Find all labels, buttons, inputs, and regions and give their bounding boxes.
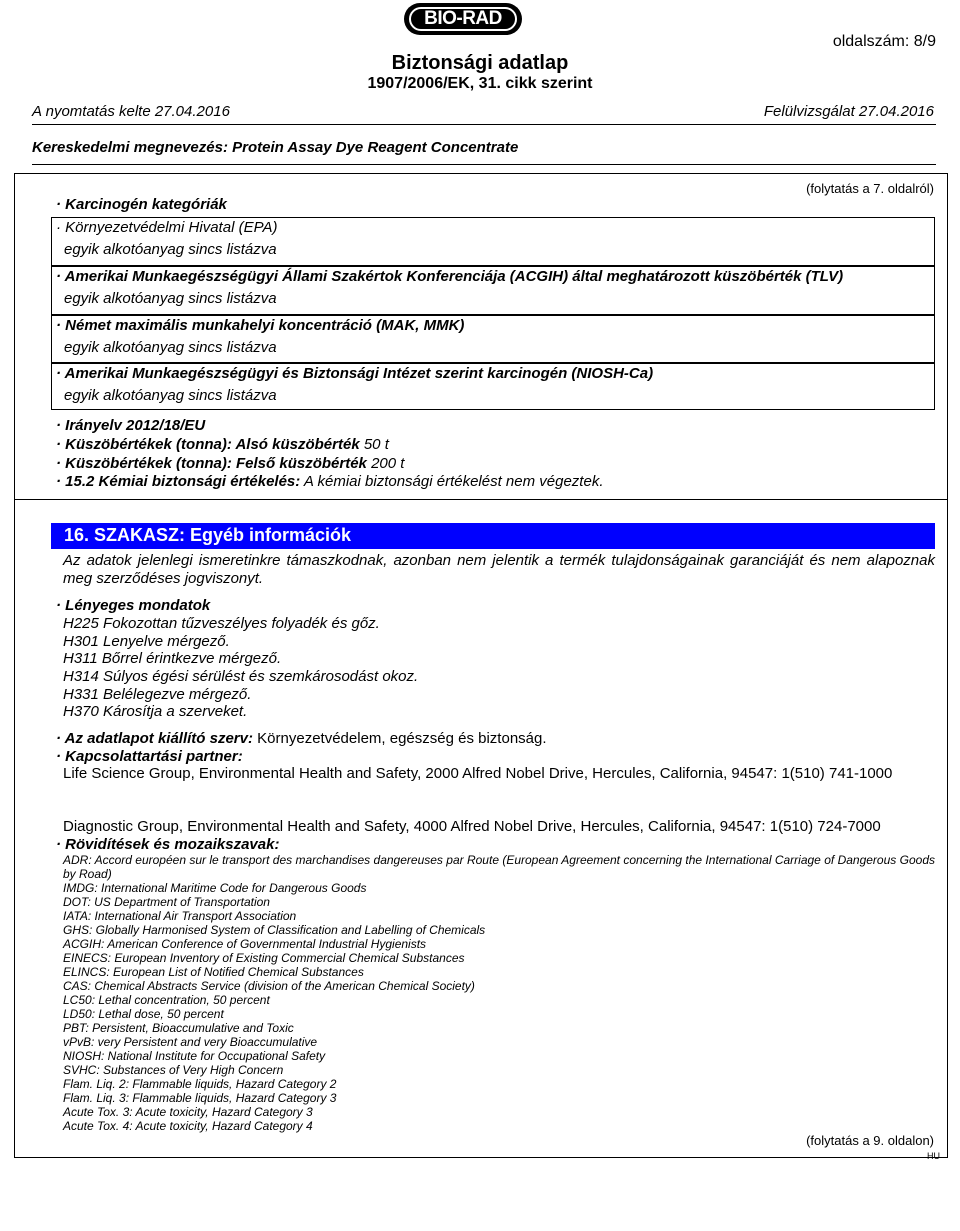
niosh-box [51, 363, 935, 410]
bio-rad-logo [404, 3, 522, 35]
abbreviation-item: vPvB: very Persistent and very Bioaccumulative [63, 1035, 318, 1049]
abbreviation-item: Flam. Liq. 3: Flammable liquids, Hazard Category 3 [63, 1091, 337, 1105]
abbreviation-item: Flam. Liq. 2: Flammable liquids, Hazard Category 2 [63, 1077, 337, 1091]
phrase-item: H314 Súlyos égési sérülést és szemkárosodást okoz. [63, 668, 419, 685]
abbreviation-item: DOT: US Department of Transportation [63, 895, 270, 909]
acgih-box [51, 266, 935, 315]
phrase-item: H331 Belélegezve mérgező. [63, 686, 252, 703]
abbreviation-item: NIOSH: National Institute for Occupational Safety [63, 1049, 326, 1063]
trade-name: Kereskedelmi megnevezés: Protein Assay Dye Reagent Concentrate [32, 139, 519, 156]
abbreviation-item: Acute Tox. 3: Acute toxicity, Hazard Category 3 [63, 1105, 313, 1119]
abbreviation-item: CAS: Chemical Abstracts Service (division of the American Chemical Society) [63, 979, 475, 993]
csa-value: A kémiai biztonsági értékelést nem végeztek. [303, 473, 604, 490]
threshold-lower [56, 436, 389, 453]
acgih-label: · Amerikai Munkaegészségügyi Állami Szakértok Konferenciája (ACGIH) által meghatározott küszöbérték (TLV) [56, 268, 844, 285]
threshold-upper-value: 200 t [371, 455, 405, 472]
contact-label: · Kapcsolattartási partner: [56, 748, 243, 765]
issuer-label: · Az adatlapot kiállító szerv: [56, 730, 253, 747]
print-date: A nyomtatás kelte 27.04.2016 [32, 103, 230, 120]
logo-text: BIO-RAD [409, 7, 517, 31]
abbreviation-item: ELINCS: European List of Notified Chemical Substances [63, 965, 364, 979]
abbreviation-item: EINECS: European Inventory of Existing Commercial Chemical Substances [63, 951, 465, 965]
section-divider [14, 499, 948, 500]
abbreviations-label: · Rövidítések és mozaikszavak: [56, 836, 280, 853]
threshold-lower-label: · Küszöbértékek (tonna): Alsó küszöbérték [56, 436, 360, 453]
continued-to: (folytatás a 9. oldalon) [806, 1133, 934, 1148]
issuer [56, 730, 547, 747]
acgih-value: egyik alkotóanyag sincs listázva [64, 290, 277, 307]
phrase-item: H311 Bőrrel érintkezve mérgező. [63, 650, 282, 667]
abbreviation-item: PBT: Persistent, Bioaccumulative and Toxic [63, 1021, 294, 1035]
phrase-item: H370 Károsítja a szerveket. [63, 703, 248, 720]
abbreviation-item: Acute Tox. 4: Acute toxicity, Hazard Category 4 [63, 1119, 313, 1133]
abbreviation-adr: ADR: Accord européen sur le transport des marchandises dangereuses par Route (European Agreement concerning the International Carriage of Dangerous Goods by Road) [63, 853, 935, 881]
language-code: HU [927, 1151, 940, 1161]
abbreviation-item: LC50: Lethal concentration, 50 percent [63, 993, 270, 1007]
phrase-item: H301 Lenyelve mérgező. [63, 633, 230, 650]
abbreviation-item: ACGIH: American Conference of Governmental Industrial Hygienists [63, 937, 427, 951]
mak-value: egyik alkotóanyag sincs listázva [64, 339, 277, 356]
epa-box [51, 217, 935, 266]
document-title: Biztonsági adatlap [391, 52, 569, 74]
abbreviation-item: IATA: International Air Transport Association [63, 909, 297, 923]
chemical-safety-assessment [56, 473, 603, 490]
epa-label: · Környezetvédelmi Hivatal (EPA) [56, 219, 278, 236]
page-number: oldalszám: 8/9 [832, 33, 936, 50]
header-divider [32, 124, 936, 125]
niosh-label: · Amerikai Munkaegészségügyi és Biztonsági Intézet szerint karcinogén (NIOSH-Ca) [56, 365, 654, 382]
carcinogen-heading: · Karcinogén kategóriák [56, 196, 227, 213]
threshold-lower-value: 50 t [363, 436, 389, 453]
revision-date: Felülvizsgálat 27.04.2016 [763, 103, 934, 120]
epa-value: egyik alkotóanyag sincs listázva [64, 241, 277, 258]
directive-label: · Irányelv 2012/18/EU [56, 417, 206, 434]
abbreviation-item: LD50: Lethal dose, 50 percent [63, 1007, 224, 1021]
phrases-label: · Lényeges mondatok [56, 597, 211, 614]
contact-diagnostic: Diagnostic Group, Environmental Health and Safety, 4000 Alfred Nobel Drive, Hercules, California, 94547: 1(510) 724-7000 [63, 818, 881, 835]
section-16-intro: Az adatok jelenlegi ismeretinkre támaszkodnak, azonban nem jelentik a termék tulajdonságainak garanciáját és nem alapoznak meg szerződéses jogviszonyt. [63, 552, 935, 587]
trade-divider [32, 164, 936, 165]
abbreviation-item: SVHC: Substances of Very High Concern [63, 1063, 284, 1077]
csa-label: · 15.2 Kémiai biztonsági értékelés: [56, 473, 301, 490]
mak-label: · Német maximális munkahelyi koncentráció (MAK, MMK) [56, 317, 465, 334]
issuer-value: Környezetvédelem, egészség és biztonság. [257, 730, 547, 747]
section-16-heading: 16. SZAKASZ: Egyéb információk [51, 523, 935, 549]
threshold-upper [56, 455, 404, 472]
document-subtitle: 1907/2006/EK, 31. cikk szerint [367, 75, 593, 92]
mak-box [51, 315, 935, 363]
threshold-upper-label: · Küszöbértékek (tonna): Felső küszöbérték [56, 455, 367, 472]
abbreviation-item: IMDG: International Maritime Code for Dangerous Goods [63, 881, 367, 895]
niosh-value: egyik alkotóanyag sincs listázva [64, 387, 277, 404]
continued-from: (folytatás a 7. oldalról) [806, 181, 934, 196]
phrase-item: H225 Fokozottan tűzveszélyes folyadék és gőz. [63, 615, 380, 632]
contact-life-science: Life Science Group, Environmental Health and Safety, 2000 Alfred Nobel Drive, Hercules, California, 94547: 1(510) 741-1000 [63, 765, 893, 782]
abbreviation-item: GHS: Globally Harmonised System of Classification and Labelling of Chemicals [63, 923, 486, 937]
